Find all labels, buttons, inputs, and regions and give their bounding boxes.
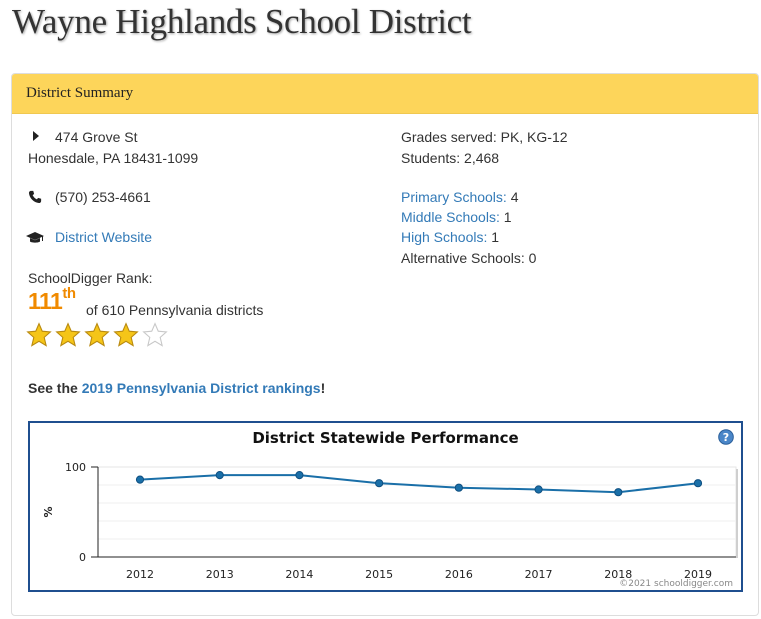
chart-credit: ©2021 schooldigger.com bbox=[619, 579, 733, 589]
phone-number: (570) 253-4661 bbox=[55, 189, 151, 205]
x-tick-label: 2019 bbox=[684, 568, 712, 581]
data-point[interactable] bbox=[535, 486, 542, 493]
x-tick-label: 2017 bbox=[524, 568, 553, 581]
rankings-sentence: See the 2019 Pennsylvania District rankings! bbox=[28, 380, 326, 396]
rank-of-text: of 610 Pennsylvania districts bbox=[86, 302, 264, 318]
y-axis-label: % bbox=[42, 506, 55, 518]
star-filled-icon bbox=[26, 322, 52, 348]
district-website-link[interactable]: District Website bbox=[55, 229, 152, 245]
students-count: Students: 2,468 bbox=[401, 150, 500, 166]
x-tick-label: 2016 bbox=[444, 568, 473, 581]
panel-body bbox=[12, 114, 758, 615]
data-point[interactable] bbox=[136, 476, 143, 483]
chart-title: District Statewide Performance bbox=[252, 429, 519, 447]
alternative-schools: Alternative Schools: 0 bbox=[401, 250, 537, 266]
address-line1: 474 Grove St bbox=[55, 129, 138, 145]
plot-area bbox=[98, 467, 736, 557]
performance-chart bbox=[28, 421, 743, 592]
data-point[interactable] bbox=[216, 472, 223, 479]
data-point[interactable] bbox=[296, 472, 303, 479]
x-tick-label: 2012 bbox=[126, 568, 154, 581]
address-line2: Honesdale, PA 18431-1099 bbox=[28, 150, 199, 166]
data-point[interactable] bbox=[376, 480, 383, 487]
primary-schools-link[interactable]: Primary Schools: bbox=[401, 189, 507, 205]
primary-schools: Primary Schools: 4 bbox=[401, 189, 519, 205]
page-title: Wayne Highlands School District bbox=[12, 2, 472, 41]
chart-plot bbox=[30, 423, 741, 590]
district-summary-panel bbox=[11, 73, 759, 616]
panel-heading: District Summary bbox=[12, 74, 758, 114]
star-filled-icon bbox=[55, 322, 81, 348]
data-point[interactable] bbox=[694, 480, 701, 487]
rankings-link[interactable]: 2019 Pennsylvania District rankings bbox=[81, 380, 321, 396]
star-filled-icon bbox=[113, 322, 139, 348]
rank-suffix: th bbox=[62, 285, 76, 302]
caret-right-icon bbox=[32, 130, 40, 142]
middle-schools: Middle Schools: 1 bbox=[401, 209, 512, 225]
star-filled-icon bbox=[84, 322, 110, 348]
middle-schools-link[interactable]: Middle Schools: bbox=[401, 209, 500, 225]
x-tick-label: 2018 bbox=[604, 568, 633, 581]
y-tick-label: 0 bbox=[79, 551, 86, 564]
x-tick-label: 2014 bbox=[285, 568, 314, 581]
high-schools: High Schools: 1 bbox=[401, 229, 500, 245]
data-point[interactable] bbox=[455, 484, 462, 491]
grades-served: Grades served: PK, KG-12 bbox=[401, 129, 568, 145]
x-tick-label: 2013 bbox=[205, 568, 234, 581]
high-schools-link[interactable]: High Schools: bbox=[401, 229, 488, 245]
x-tick-label: 2015 bbox=[365, 568, 394, 581]
star-empty-icon bbox=[142, 322, 168, 348]
svg-text:?: ? bbox=[722, 431, 730, 444]
rank-label: SchoolDigger Rank: bbox=[28, 270, 153, 286]
y-tick-label: 100 bbox=[65, 461, 86, 474]
phone-icon bbox=[28, 190, 42, 204]
data-point[interactable] bbox=[615, 489, 622, 496]
rank-number: 111th bbox=[28, 285, 76, 314]
graduation-cap-icon bbox=[26, 232, 44, 244]
star-rating bbox=[26, 322, 171, 348]
